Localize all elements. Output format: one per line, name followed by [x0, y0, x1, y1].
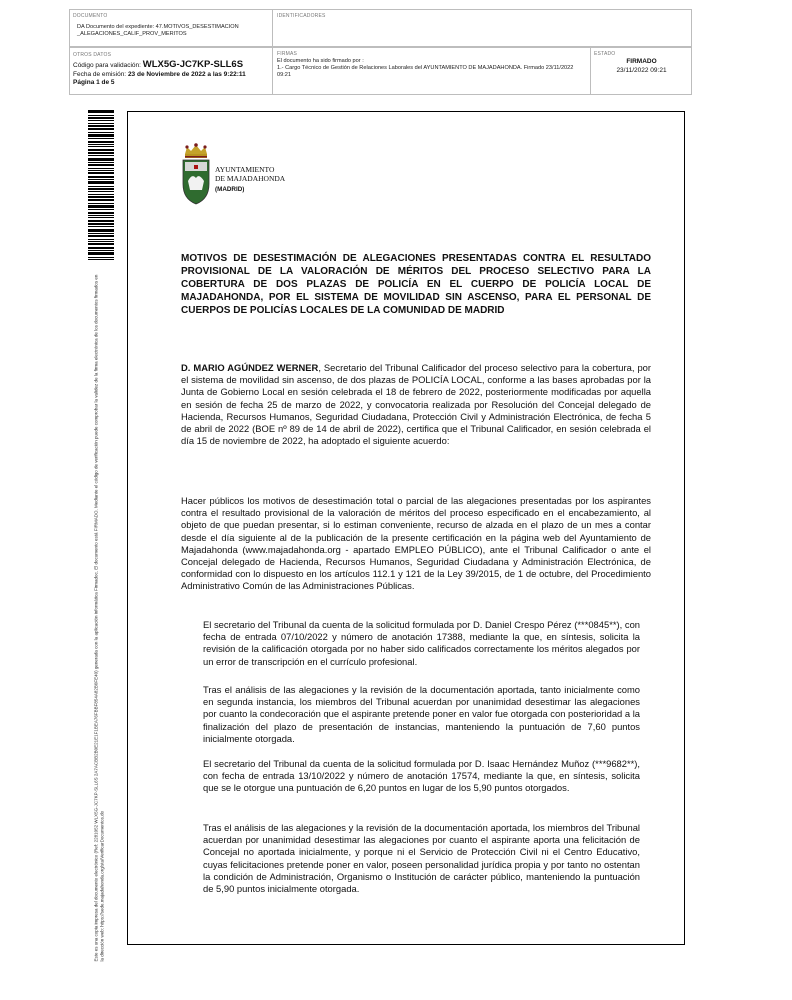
codigo-value[interactable]: WLX5G-JC7KP-SLL6S	[142, 59, 244, 70]
firmas-caption: FIRMAS	[277, 51, 298, 57]
intro-text: , Secretario del Tribunal Calificador del proceso selectivo para la cobertura, por el sistema de movilidad sin ascenso, de dos plazas de POLICÍA LOCAL, conforme a las bases aprobadas por la Junta de Gobierno Local en sesión celebrada el 18 de febrero de 2022, posteriormente modificadas por aquella en sesión de fecha 25 de marzo de 2022, y convocatoria realizada por Resolución del Concejal delegado de Hacienda, Recursos Humanos, Seguridad Ciudadana, Protección Civil y Administración Electrónica, de fecha 5 de abril de 2022 (BOE nº 89 de 14 de abril de 2022), certifica que el Tribunal Calificador, en sesión celebrada el día 15 de noviembre de 2022, ha adoptado el siguiente acuerdo:	[181, 362, 652, 447]
estado-caption: ESTADO	[594, 51, 616, 57]
codigo-label: Código para validación:	[73, 62, 141, 69]
organization-name	[215, 166, 285, 195]
alegacion-paragraph-2: Tras el análisis de las alegaciones y la revisión de la documentación aportada, tanto inicialmente como en segunda instancia, los miembros del Tribunal acuerdan por unanimidad desestimar las alegaciones por cuanto la condecoración que el aspirante pretende poner en valor fue otorgada con posterioridad a la finalización del plazo de presentación de instancias, manteniendo la puntuación de 7,60 puntos inicialmente otorgada.	[203, 684, 640, 744]
header-divider-2	[590, 47, 591, 95]
alegacion-paragraph-1: El secretario del Tribunal da cuenta de la solicitud formulada por D. Daniel Crespo Pérez (***0845**), con fecha de entrada 07/10/2022 y número de anotación 17388, mediante la que, en síntesis, solicita la revisión de la calificación otorgada por no haber sido calificados correctamente los méritos alegados por un error de transcripción en el currículo profesional.	[203, 619, 640, 667]
codigo-validacion	[73, 61, 271, 71]
crown-icon	[185, 143, 207, 158]
fecha-value: 23 de Noviembre de 2022 a las 9:22:11	[127, 70, 246, 78]
coat-of-arms-logo	[178, 143, 214, 207]
firmas-value: 1.- Cargo Técnico de Gestión de Relaciones Laborales del AYUNTAMIENTO DE MAJADAHONDA. Firmado 23/11/2022 09:21	[277, 65, 574, 78]
otros-datos-cell	[73, 52, 271, 88]
intro-name: D. MARIO AGÚNDEZ WERNER	[181, 362, 319, 373]
acuerdo-paragraph: Hacer públicos los motivos de desestimación total o parcial de las alegaciones presentadas por los aspirantes contra el resultado provisional de la valoración de méritos del proceso especificado en el encabezamiento, al objeto de que puedan presentar, si lo estiman conveniente, recurso de alzada en el plazo de un mes a contar desde el día siguiente al de la publicación de la presente certificación en la página web del Ayuntamiento de Majadahonda (www.majadahonda.org - apartado EMPLEO PÚBLICO), ante el Tribunal Calificador o ante el Concejal delegado de Hacienda, Recursos Humanos, Seguridad Ciudadana y Administración Electrónica, de conformidad con lo dispuesto en los artículos 112.1 y 121 de la Ley 39/2015, de 1 de octubre, del Procedimiento Administrativo Común de las Administraciones Públicas.	[181, 495, 651, 592]
documento-cell	[73, 13, 269, 38]
document-title: MOTIVOS DE DESESTIMACIÓN DE ALEGACIONES PRESENTADAS CONTRA EL RESULTADO PROVISIONAL DE LA VALORACIÓN DE MÉRITOS DEL PROCESO SELECTIVO PARA LA COBERTURA DE DOS PLAZAS DE POLICÍA EN EL CUERPO DE POLICÍA LOCAL DE MAJADAHONDA, POR EL SISTEMA DE MOVILIDAD SIN ASCENSO, PARA EL PERSONAL DE CUERPOS DE POLICÍAS LOCALES DE LA COMUNIDAD DE MADRID	[181, 253, 651, 316]
side-verification-note: Este es una copia impresa del documento electrónico (Ref: 2281052 WLX5G-JC7KP-SLL6S 2A7ACBB2B0E21E1F1BEA76FBBF854A82B0FE40) generada con la aplicación informática Firmadoc. El documento está FIRMADO. Mediante el código de verificación puede comprobar la validez de la firma electrónica de los documentos firmados en la dirección web: https://sede.majadahonda.org/sta/VerificarDocumentos.do	[93, 274, 104, 962]
firmas-cell	[277, 51, 587, 79]
estado-date: 23/11/2022 09:21	[616, 66, 667, 74]
alegacion-paragraph-4: Tras el análisis de las alegaciones y la revisión de la documentación aportada, los miembros del Tribunal acuerdan por unanimidad desestimar las alegaciones por cuanto el aspirante aporta una felicitación de Concejal no aportada inicialmente, y porque ni el Servicio de Protección Civil ni el Centro Educativo, cuyas felicitaciones pretende poner en valor, poseen personalidad jurídica propia y por tanto no ostentan la condición de Administración, Organismo o Institución de carácter público, manteniendo la puntuación de 5,90 puntos inicialmente otorgada.	[203, 822, 640, 895]
intro-paragraph	[181, 362, 651, 447]
firmas-intro: El documento ha sido firmado por :	[277, 58, 364, 64]
fecha-label: Fecha de emisión:	[73, 70, 127, 78]
otros-caption: OTROS DATOS	[73, 52, 112, 58]
header-divider-1	[272, 9, 273, 95]
shield-icon	[183, 160, 209, 204]
documento-caption: DOCUMENTO	[73, 13, 108, 19]
alegacion-paragraph-3: El secretario del Tribunal da cuenta de la solicitud formulada por D. Isaac Hernández Muñoz (***9682**), con fecha de entrada 13/10/2022 y número de anotación 17574, mediante la que, en síntesis, solicita que se le otorgue una puntuación de 6,20 puntos en lugar de los 5,90 puntos otorgados.	[203, 758, 640, 794]
fecha-emision	[73, 71, 271, 80]
org-line-1: AYUNTAMIENTO	[215, 165, 275, 174]
org-line-2: DE MAJADAHONDA	[215, 173, 286, 183]
estado-cell	[594, 51, 689, 75]
barcode	[88, 110, 114, 260]
org-line-3: (MADRID)	[215, 186, 245, 193]
identificadores-cell	[277, 13, 326, 19]
documento-value: DA Documento del expediente: 47.MOTIVOS_DESESTIMACION _ALEGACIONES_CALIF_PROV_MERITOS	[77, 24, 239, 37]
pagina-indicator: Página 1 de 5	[73, 79, 115, 86]
estado-value: FIRMADO	[626, 58, 657, 65]
identificadores-caption: IDENTIFICADORES	[277, 13, 326, 19]
